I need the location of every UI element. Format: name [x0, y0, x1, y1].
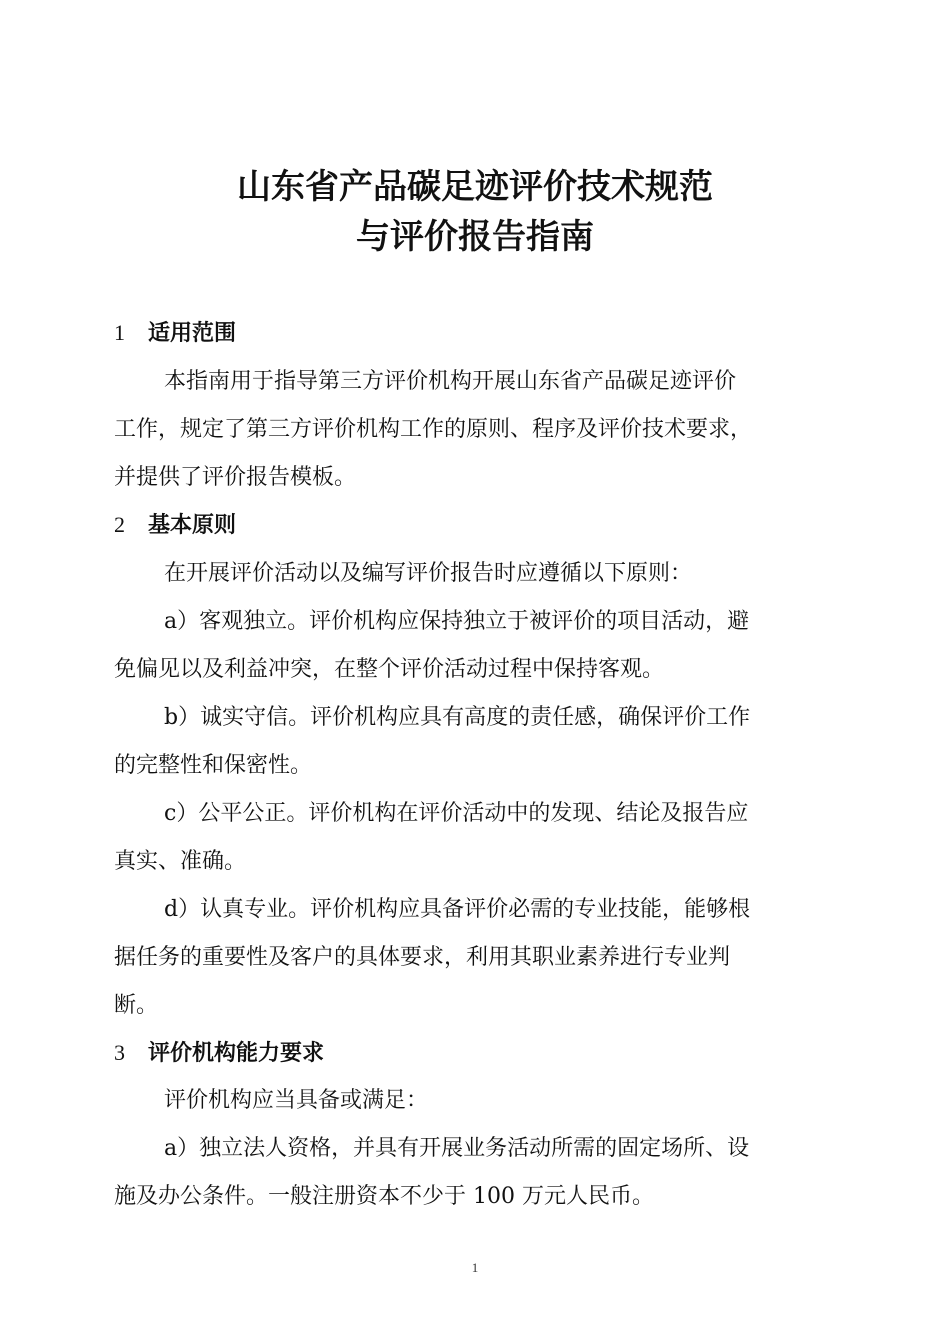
paragraph-line: 断。 [114, 993, 159, 1018]
section-title: 基本原则 [148, 513, 237, 538]
paragraph-line: b）诚实守信。评价机构应具有高度的责任感，确保评价工作 [164, 705, 751, 730]
section-title: 评价机构能力要求 [148, 1041, 325, 1066]
paragraph-line: 评价机构应当具备或满足： [164, 1088, 429, 1113]
paragraph-line: 并提供了评价报告模板。 [114, 465, 357, 490]
section-title: 适用范围 [148, 321, 237, 346]
document-title-line-1: 山东省产品碳足迹评价技术规范 [237, 167, 713, 207]
paragraph-line: 工作，规定了第三方评价机构工作的原则、程序及评价技术要求， [114, 417, 753, 442]
paragraph-line: d）认真专业。评价机构应具备评价必需的专业技能，能够根 [164, 897, 751, 922]
document-title-line-2: 与评价报告指南 [356, 217, 594, 257]
paragraph-line: 免偏见以及利益冲突，在整个评价活动过程中保持客观。 [114, 657, 665, 682]
section-heading-3 [114, 1038, 324, 1069]
paragraph-line: 本指南用于指导第三方评价机构开展山东省产品碳足迹评价 [164, 369, 737, 394]
paragraph-line: a）独立法人资格，并具有开展业务活动所需的固定场所、设 [164, 1136, 750, 1161]
section-number: 2 [114, 512, 125, 537]
page-number: 1 [471, 1260, 479, 1275]
section-heading-2 [114, 510, 236, 541]
paragraph-line: 施及办公条件。一般注册资本不少于 100 万元人民币。 [114, 1184, 654, 1209]
section-number: 3 [114, 1040, 125, 1065]
paragraph-line: 的完整性和保密性。 [114, 753, 313, 778]
paragraph-line: c）公平公正。评价机构在评价活动中的发现、结论及报告应 [164, 801, 749, 826]
section-heading-1 [114, 318, 236, 349]
paragraph-line: 真实、准确。 [114, 849, 247, 874]
paragraph-line: 在开展评价活动以及编写评价报告时应遵循以下原则： [164, 561, 693, 586]
paragraph-line: a）客观独立。评价机构应保持独立于被评价的项目活动，避 [164, 609, 750, 634]
section-number: 1 [114, 320, 125, 345]
paragraph-line: 据任务的重要性及客户的具体要求，利用其职业素养进行专业判 [114, 945, 731, 970]
